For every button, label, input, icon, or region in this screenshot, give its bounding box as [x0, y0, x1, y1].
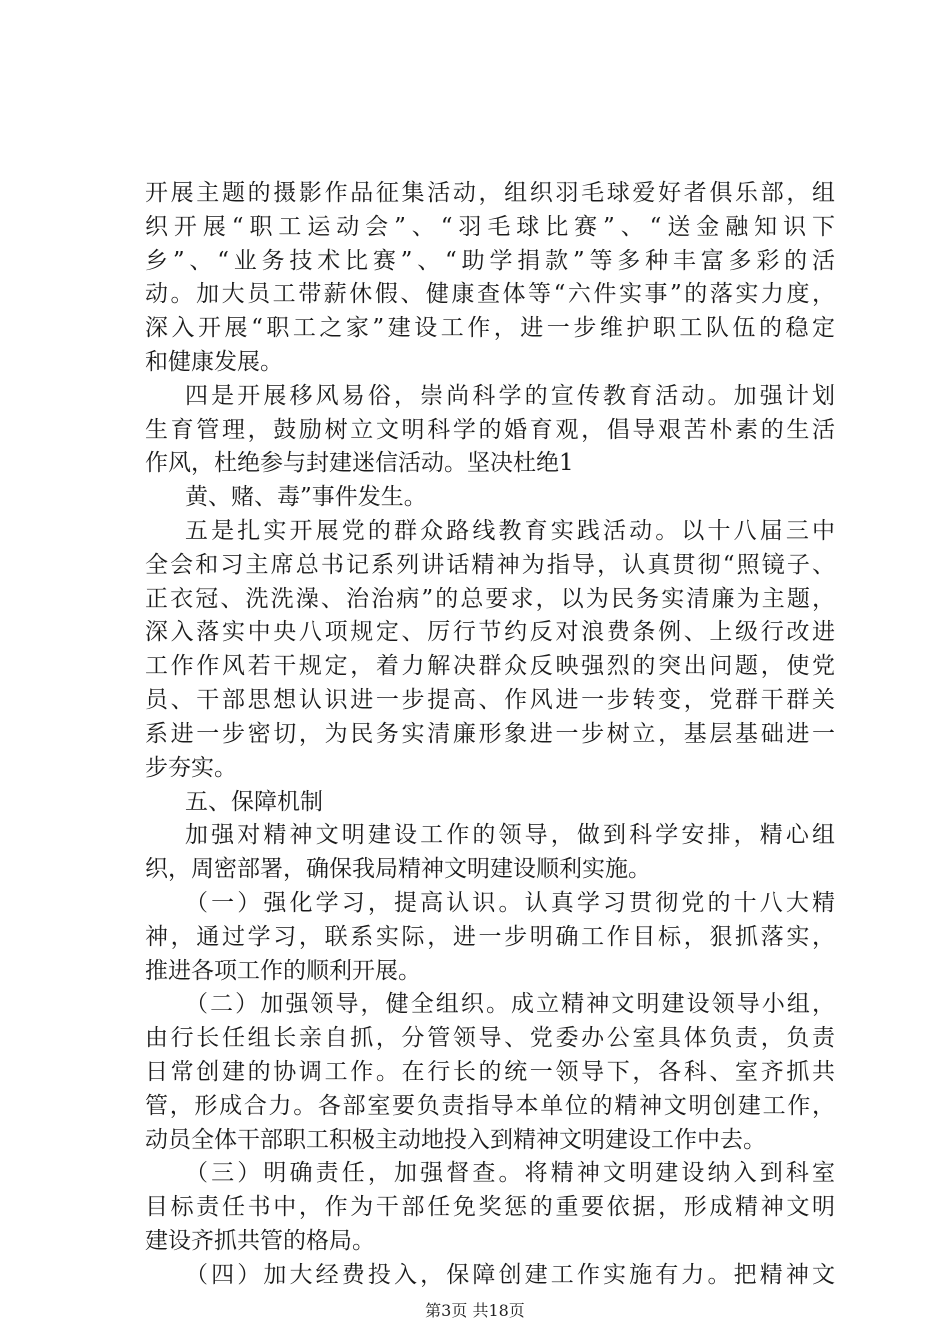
text-line: 目标责任书中，作为干部任免奖惩的重要依据，形成精神文明 [145, 1194, 835, 1220]
text-line: 和健康发展。 [145, 349, 283, 375]
text-line: 系进一步密切，为民务实清廉形象进一步树立，基层基础进一 [145, 721, 835, 747]
paragraph-start-line: （三）明确责任，加强督查。将精神文明建设纳入到科室 [185, 1160, 835, 1186]
paragraph-start-line: 黄、赌、毒”事件发生。 [185, 484, 427, 510]
paragraph-start-line: 五是扎实开展党的群众路线教育实践活动。以十八届三中 [185, 518, 835, 544]
text-line: 建设齐抓共管的格局。 [145, 1228, 375, 1254]
text-line: 正衣冠、洗洗澡、治治病”的总要求，以为民务实清廉为主题， [145, 586, 835, 612]
text-line: 开展主题的摄影作品征集活动，组织羽毛球爱好者俱乐部，组 [145, 180, 835, 206]
text-line: 日常创建的协调工作。在行长的统一领导下，各科、室齐抓共 [145, 1059, 835, 1085]
text-line: 作风，杜绝参与封建迷信活动。坚决杜绝1 [145, 450, 574, 476]
text-line: 动员全体干部职工积极主动地投入到精神文明建设工作中去。 [145, 1127, 766, 1153]
text-line: 深入落实中央八项规定、厉行节约反对浪费条例、上级行改进 [145, 619, 835, 645]
text-line: 织开展“职工运动会”、“羽毛球比赛”、“送金融知识下 [145, 214, 835, 240]
text-line: 工作作风若干规定，着力解决群众反映强烈的突出问题，使党 [145, 653, 835, 679]
text-line: 生育管理，鼓励树立文明科学的婚育观，倡导艰苦朴素的生活 [145, 417, 835, 443]
text-line: 员、干部思想认识进一步提高、作风进一步转变，党群干群关 [145, 687, 835, 713]
text-line: 织，周密部署，确保我局精神文明建设顺利实施。 [145, 856, 651, 882]
text-line: 管，形成合力。各部室要负责指导本单位的精神文明创建工作， [145, 1093, 835, 1119]
page-footer: 第3页 共18页 [425, 1301, 525, 1320]
section-heading: 五、保障机制 [185, 789, 323, 815]
text-line: 乡”、“业务技术比赛”、“助学捐款”等多种丰富多彩的活 [145, 248, 835, 274]
text-line: 深入开展“职工之家”建设工作，进一步维护职工队伍的稳定 [145, 315, 835, 341]
paragraph-start-line: （二）加强领导，健全组织。成立精神文明建设领导小组， [185, 991, 835, 1017]
paragraph-start-line: （一）强化学习，提高认识。认真学习贯彻党的十八大精 [185, 890, 835, 916]
text-line: 动。加大员工带薪休假、健康查体等“六件实事”的落实力度， [145, 281, 835, 307]
text-line: 全会和习主席总书记系列讲话精神为指导，认真贯彻“照镜子、 [145, 552, 835, 578]
paragraph-start-line: 四是开展移风易俗，崇尚科学的宣传教育活动。加强计划 [185, 383, 835, 409]
text-line: 神，通过学习，联系实际，进一步明确工作目标，狠抓落实， [145, 924, 835, 950]
text-line: 步夯实。 [145, 755, 237, 781]
paragraph-start-line: 加强对精神文明建设工作的领导，做到科学安排，精心组 [185, 822, 835, 848]
paragraph-start-line: （四）加大经费投入，保障创建工作实施有力。把精神文 [185, 1262, 835, 1288]
text-line: 由行长任组长亲自抓，分管领导、党委办公室具体负责，负责 [145, 1025, 835, 1051]
text-line: 推进各项工作的顺利开展。 [145, 958, 421, 984]
